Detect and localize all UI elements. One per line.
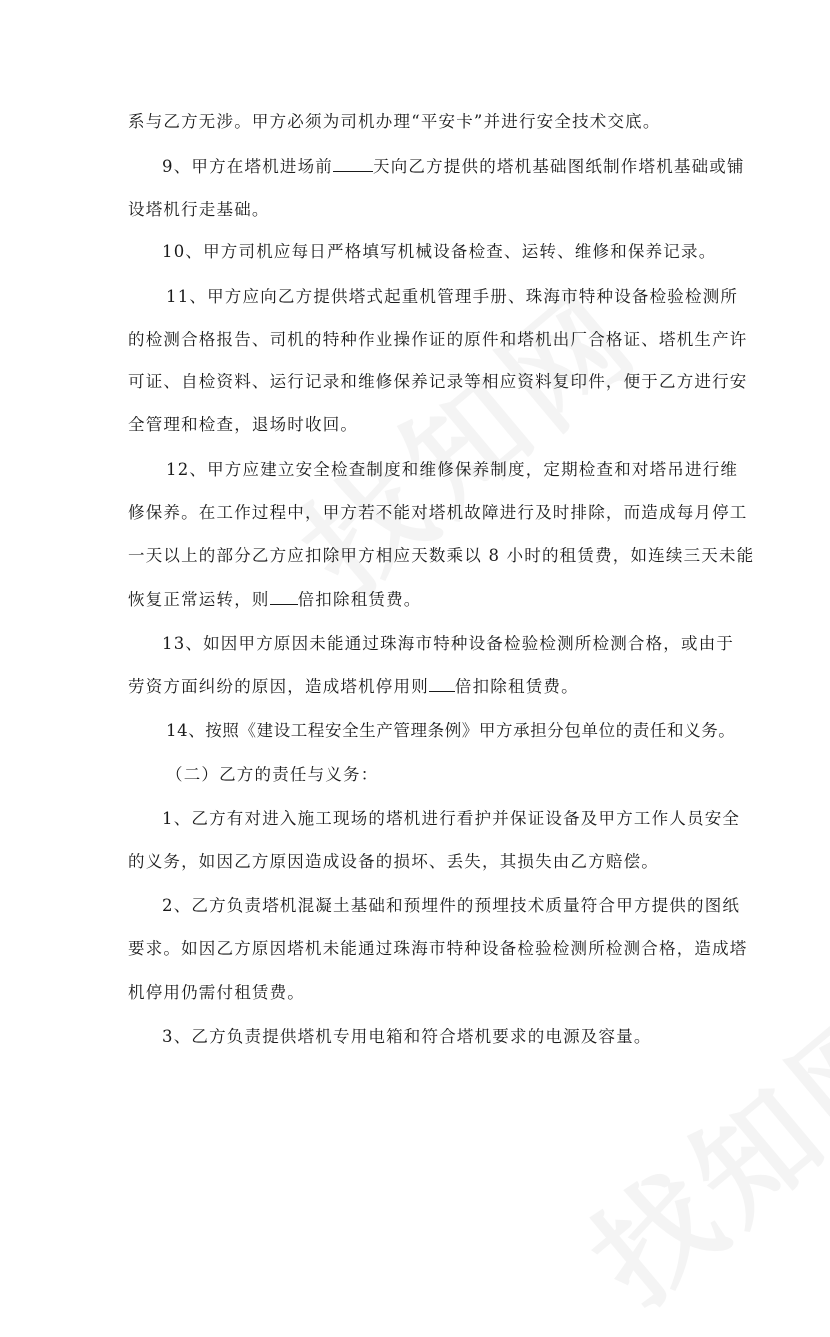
text-line — [128, 677, 718, 697]
text-span: 倍扣除租赁费。 — [297, 590, 422, 609]
clause-9-line — [162, 157, 752, 177]
text-line: 可证、自检资料、运行记录和维修保养记录等相应资料复印件，便于乙方进行安 — [128, 372, 748, 391]
blank-days — [333, 157, 373, 172]
clause-b1-line: 1、乙方有对进入施工现场的塔机进行看护并保证设备及甲方工作人员安全 — [162, 809, 741, 828]
text-line: 全管理和检查，退场时收回。 — [128, 415, 359, 434]
clause-12-line: 12、甲方应建立安全检查制度和维修保养制度，定期检查和对塔吊进行维 — [166, 460, 739, 479]
text-line: 修保养。在工作过程中，甲方若不能对塔机故障进行及时排除，而造成每月停工 — [128, 503, 748, 522]
clause-14-line: 14、按照《建设工程安全生产管理条例》甲方承担分包单位的责任和义务。 — [166, 721, 736, 740]
clause-b2-line: 2、乙方负责塔机混凝土基础和预埋件的预埋技术质量符合甲方提供的图纸 — [162, 896, 741, 915]
text-span: 9、甲方在塔机进场前 — [162, 157, 333, 176]
blank-multiplier — [270, 590, 298, 605]
text-line — [128, 590, 718, 610]
clause-10-line: 10、甲方司机应每日严格填写机械设备检查、运转、维修和保养记录。 — [162, 242, 717, 261]
text-span: 劳资方面纠纷的原因，造成塔机停用则 — [128, 677, 429, 696]
text-line: 一天以上的部分乙方应扣除甲方相应天数乘以 8 小时的租赁费，如连续三天未能 — [128, 546, 755, 565]
text-span: 天向乙方提供的塔机基础图纸制作塔机基础或铺 — [373, 157, 745, 176]
clause-11-line: 11、甲方应向乙方提供塔式起重机管理手册、珠海市特种设备检验检测所 — [166, 287, 739, 306]
text-line: 的检测合格报告、司机的特种作业操作证的原件和塔机出厂合格证、塔机生产许 — [128, 330, 748, 349]
watermark — [550, 955, 830, 1337]
section-heading: （二）乙方的责任与义务： — [166, 765, 379, 784]
clause-13-line: 13、如因甲方原因未能通过珠海市特种设备检验检测所检测合格，或由于 — [162, 634, 735, 653]
text-span: 倍扣除租赁费。 — [454, 677, 579, 696]
text-line: 系与乙方无涉。甲方必须为司机办理“平安卡”并进行安全技术交底。 — [128, 112, 661, 131]
text-line: 的义务，如因乙方原因造成设备的损坏、丢失，其损失由乙方赔偿。 — [128, 852, 659, 871]
text-line: 机停用仍需付租赁费。 — [128, 983, 305, 1002]
text-line: 设塔机行走基础。 — [128, 200, 270, 219]
clause-b3-line: 3、乙方负责提供塔机专用电箱和符合塔机要求的电源及容量。 — [162, 1027, 652, 1046]
text-line: 要求。如因乙方原因塔机未能通过珠海市特种设备检验检测所检测合格，造成塔 — [128, 939, 748, 958]
text-span: 恢复正常运转，则 — [128, 590, 270, 609]
blank-multiplier — [429, 677, 455, 692]
